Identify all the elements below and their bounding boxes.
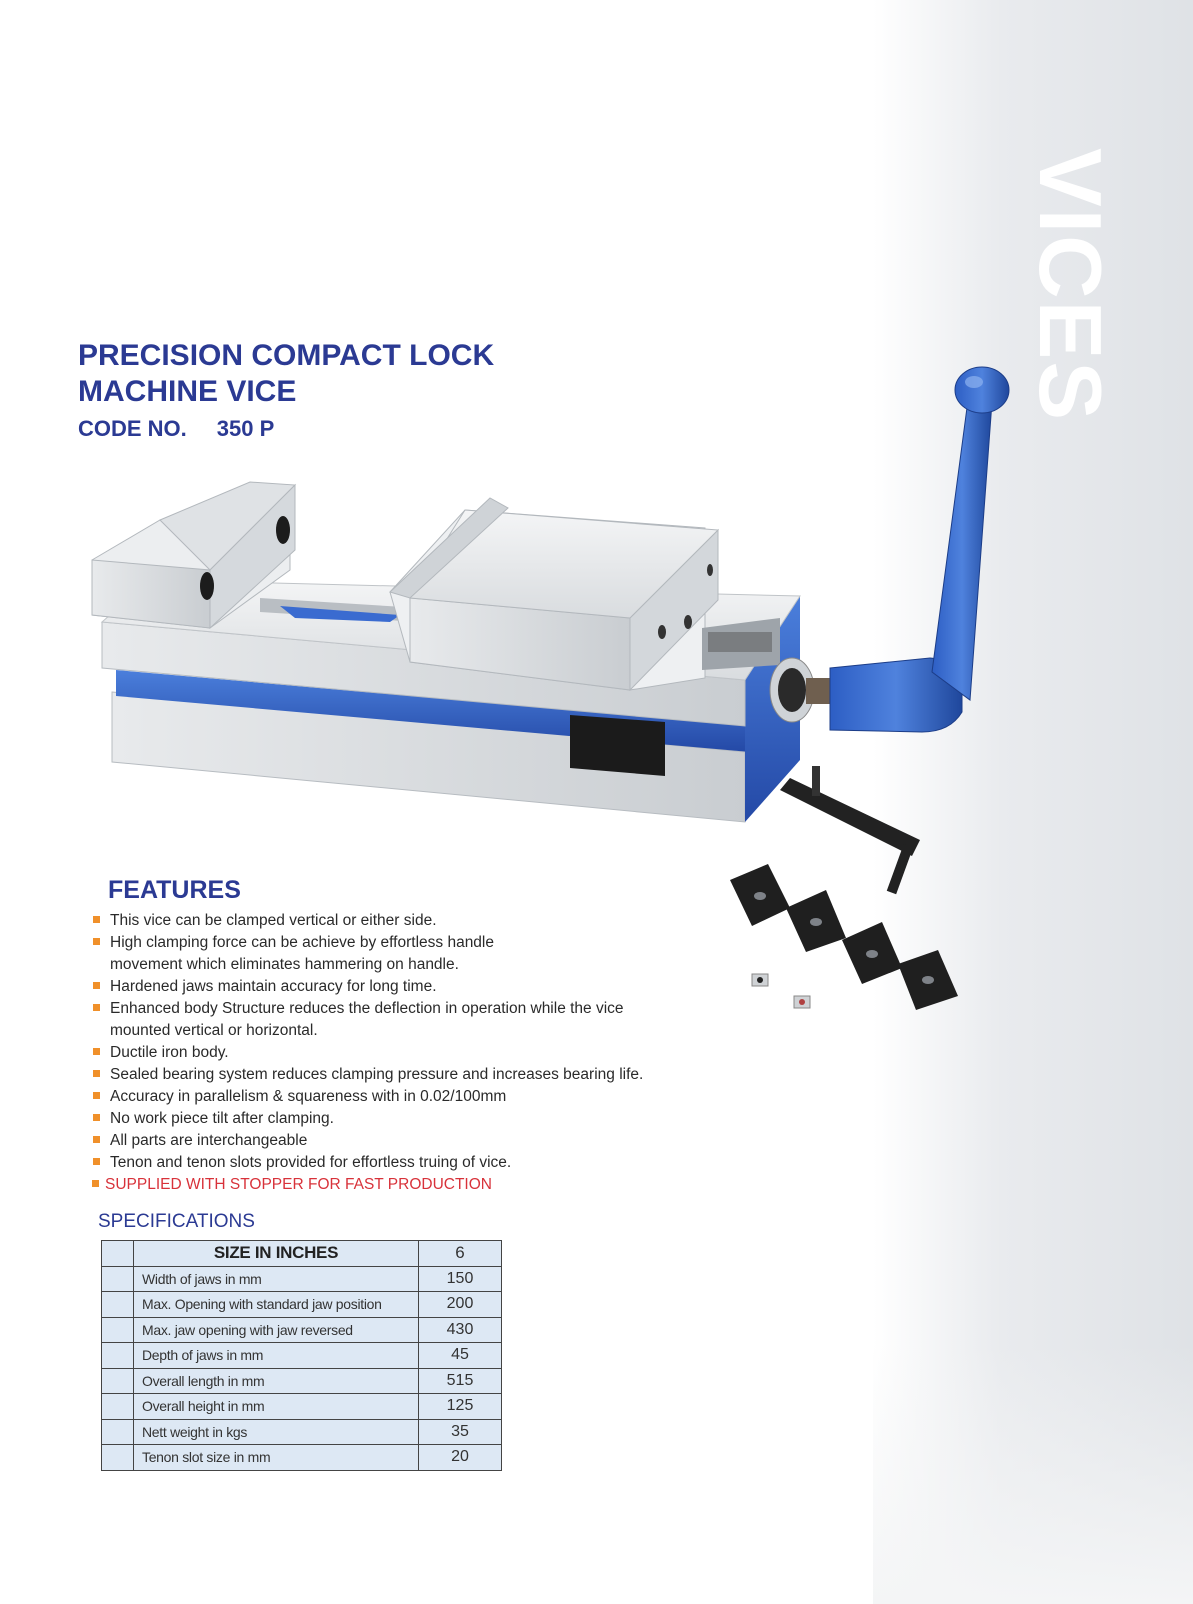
feature-item <box>92 1130 772 1152</box>
vice-handle <box>830 367 1009 732</box>
spec-value: 35 <box>419 1419 502 1445</box>
spec-label: Max. jaw opening with jaw reversed <box>134 1317 419 1343</box>
code-label: CODE NO. <box>78 416 187 441</box>
side-band-fade <box>873 1344 1193 1604</box>
section-label: VICES <box>1021 147 1120 423</box>
spec-header-value: 6 <box>419 1241 502 1267</box>
feature-text: This vice can be clamped vertical or either side. <box>110 912 437 929</box>
spec-blank-cell <box>102 1394 134 1420</box>
feature-item <box>92 1064 772 1086</box>
feature-text: Sealed bearing system reduces clamping pressure and increases bearing life. <box>110 1066 644 1083</box>
feature-text: No work piece tilt after clamping. <box>110 1110 334 1127</box>
spec-label: Depth of jaws in mm <box>134 1343 419 1369</box>
spec-blank-cell <box>102 1292 134 1318</box>
bullet-icon <box>93 916 100 923</box>
spec-value: 200 <box>419 1292 502 1318</box>
table-row <box>102 1343 502 1369</box>
spec-label: Overall length in mm <box>134 1368 419 1394</box>
spec-label: Overall height in mm <box>134 1394 419 1420</box>
feature-item <box>92 910 772 932</box>
feature-text: High clamping force can be achieve by effortless handle movement which eliminates hammering on handle. <box>110 934 494 973</box>
feature-text: Ductile iron body. <box>110 1044 229 1061</box>
spec-header-label: SIZE IN INCHES <box>134 1241 419 1267</box>
feature-text: Tenon and tenon slots provided for effortless truing of vice. <box>110 1154 512 1171</box>
feature-item <box>92 1086 772 1108</box>
spec-label: Tenon slot size in mm <box>134 1445 419 1471</box>
spec-value: 20 <box>419 1445 502 1471</box>
bullet-icon <box>93 1136 100 1143</box>
bullet-icon <box>92 1180 99 1187</box>
bullet-icon <box>93 1114 100 1121</box>
features-heading: FEATURES <box>108 876 241 904</box>
feature-item <box>92 998 650 1042</box>
specifications-heading: SPECIFICATIONS <box>98 1211 255 1232</box>
vice-body <box>92 482 838 822</box>
feature-item <box>92 1042 772 1064</box>
bullet-icon <box>93 982 100 989</box>
features-list <box>92 910 772 1196</box>
spec-value: 150 <box>419 1266 502 1292</box>
bullet-icon <box>93 938 100 945</box>
product-title-line-1: PRECISION COMPACT LOCK <box>78 339 495 372</box>
spec-blank-cell <box>102 1368 134 1394</box>
feature-item <box>92 976 772 998</box>
spec-label: Max. Opening with standard jaw position <box>134 1292 419 1318</box>
feature-text: Hardened jaws maintain accuracy for long time. <box>110 978 437 995</box>
feature-highlight-text: SUPPLIED WITH STOPPER FOR FAST PRODUCTION <box>105 1176 492 1193</box>
spec-label: Nett weight in kgs <box>134 1419 419 1445</box>
bullet-icon <box>93 1004 100 1011</box>
bullet-icon <box>93 1158 100 1165</box>
spec-value: 45 <box>419 1343 502 1369</box>
feature-item <box>92 1108 772 1130</box>
table-row <box>102 1445 502 1471</box>
feature-text: Enhanced body Structure reduces the deflection in operation while the vice mounted vertical or horizontal. <box>110 1000 624 1039</box>
table-row <box>102 1266 502 1292</box>
bullet-icon <box>93 1070 100 1077</box>
table-row <box>102 1292 502 1318</box>
spec-label: Width of jaws in mm <box>134 1266 419 1292</box>
spec-blank-cell <box>102 1266 134 1292</box>
feature-text: All parts are interchangeable <box>110 1132 308 1149</box>
table-row <box>102 1368 502 1394</box>
bullet-icon <box>93 1092 100 1099</box>
code-value: 350 P <box>216 416 275 441</box>
feature-highlight <box>92 1174 772 1196</box>
table-row <box>102 1394 502 1420</box>
spec-blank-cell <box>102 1343 134 1369</box>
table-row <box>102 1419 502 1445</box>
spec-value: 515 <box>419 1368 502 1394</box>
spec-blank-cell <box>102 1317 134 1343</box>
table-row <box>102 1317 502 1343</box>
bullet-icon <box>93 1048 100 1055</box>
feature-item <box>92 932 570 976</box>
feature-text: Accuracy in parallelism & squareness with in 0.02/100mm <box>110 1088 507 1105</box>
spec-blank-cell <box>102 1445 134 1471</box>
product-title-line-2: MACHINE VICE <box>78 375 297 408</box>
specifications-table <box>101 1240 502 1471</box>
spec-value: 430 <box>419 1317 502 1343</box>
spec-value: 125 <box>419 1394 502 1420</box>
spec-header-row <box>102 1241 502 1267</box>
feature-item <box>92 1152 772 1174</box>
spec-blank-cell <box>102 1241 134 1267</box>
spec-blank-cell <box>102 1419 134 1445</box>
